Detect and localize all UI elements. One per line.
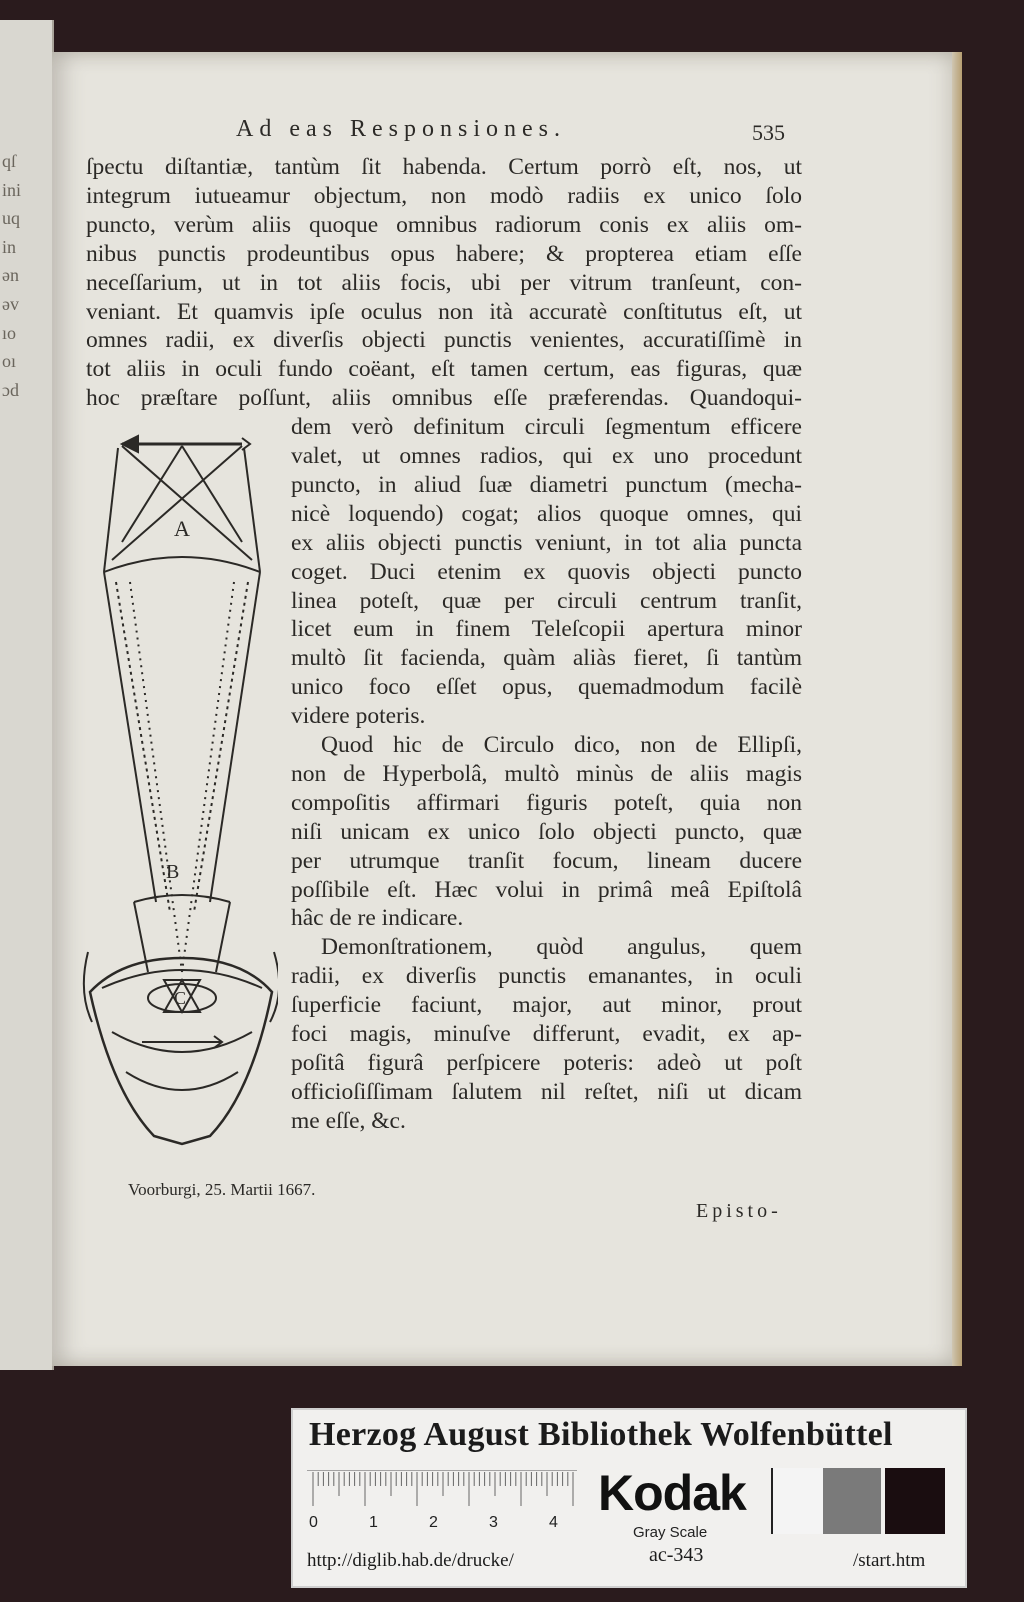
margin-fragment: in: [2, 236, 17, 257]
margin-fragment: əv: [2, 294, 19, 314]
ruler-number: 0: [309, 1514, 318, 1531]
text-line: Demonſtrationem, quòd angulus, quem: [321, 934, 802, 961]
figure-label-c: C: [174, 988, 187, 1008]
text-line: veniant. Et quamvis ipſe oculus non ità accuratè conſtitutus eſt, ut: [86, 298, 802, 325]
text-line: ſuperficie faciunt, major, aut minor, prout: [291, 992, 802, 1019]
margin-fragment: ɔd: [2, 379, 19, 400]
url-left: http://diglib.hab.de/drucke/: [307, 1550, 514, 1571]
margin-fragment: uq: [2, 208, 20, 229]
margin-fragment: qſ: [2, 151, 17, 171]
page-edge: [952, 52, 962, 1366]
swatch-white: [771, 1468, 823, 1534]
adjacent-page-edge: [0, 20, 54, 1370]
running-head: Ad eas Responsiones.: [236, 116, 566, 142]
text-line: nicè loquendo) cogat; alios quoque omnes, qui: [291, 500, 802, 527]
shelf-code: ac-343: [649, 1544, 704, 1566]
text-line: compoſitis affirmari figuris poteſt, quia non: [291, 789, 802, 816]
text-line: officioſiſſimam ſalutem nil reſtet, niſi ut dicam: [291, 1078, 802, 1105]
margin-fragment: ıo: [2, 322, 17, 343]
text-line: hoc præſtare poſſunt, aliis omnibus eſſe præferendas. Quandoqui-: [86, 385, 802, 412]
text-line: multò ſit facienda, quàm aliàs fieret, ſi tantùm: [291, 645, 802, 672]
text-line: licet eum in finem Teleſcopii apertura minor: [291, 616, 802, 643]
text-line: foci magis, minuſve differunt, evadit, ex ap-: [291, 1021, 802, 1047]
text-line: me eſſe, &c.: [291, 1107, 406, 1134]
text-line: per utrumque tranſit focum, lineam ducere: [291, 847, 802, 874]
swatch-gray: [823, 1468, 881, 1534]
margin-fragment: ən: [2, 265, 19, 286]
signature-line: Voorburgi, 25. Martii 1667.: [128, 1180, 316, 1199]
text-line: linea poteſt, quæ per circuli centrum tranſit,: [291, 587, 802, 614]
text-line: puncto, verùm aliis quoque omnibus radiorum conis ex aliis om-: [86, 211, 802, 238]
text-line: dem verò definitum circuli ſegmentum efficere: [291, 414, 802, 441]
ruler-number: 4: [549, 1514, 558, 1531]
text-line: poſſibile eſt. Hæc volui in primâ meâ Epiſtolâ: [291, 876, 802, 903]
margin-fragment: oı: [2, 351, 17, 372]
ruler-number: 3: [489, 1514, 498, 1531]
ruler-scale: [307, 1470, 577, 1510]
library-title: Herzog August Bibliothek Wolfenbüttel: [309, 1416, 893, 1453]
text-line: ex aliis objecti punctis veniunt, in tot alia puncta: [291, 529, 802, 556]
catchword: Episto-: [696, 1200, 782, 1222]
text-line: puncto, in aliud ſuæ diametri punctum (mecha-: [291, 471, 802, 498]
text-line: omnes radii, ex diverſis objecti punctis venientes, accuratiſſimè in: [86, 327, 802, 354]
eye-ray-diagram: [82, 432, 278, 1162]
text-line: Quod hic de Circulo dico, non de Ellipſi,: [321, 732, 802, 758]
text-line: non de Hyperbolâ, multò minùs de aliis magis: [291, 760, 802, 787]
url-right: /start.htm: [853, 1550, 926, 1571]
text-line: radii, ex diverſis punctis emanantes, in oculi: [291, 963, 802, 990]
page-number: 535: [752, 120, 785, 145]
figure-label-b: B: [166, 861, 180, 883]
text-line: videre poteris.: [291, 703, 426, 730]
text-line: neceſſarium, ut in tot aliis focis, ubi per vitrum tranſeunt, con-: [86, 269, 802, 296]
ruler-number: 2: [429, 1514, 438, 1531]
text-line: integrum iutueamur objectum, non modò radiis ex unico ſolo: [86, 182, 802, 209]
text-line: unico foco eſſet opus, quemadmodum facilè: [291, 674, 802, 701]
text-line: niſi unicam ex unico ſolo objecti puncto, quæ: [291, 818, 802, 845]
kodak-logo: Kodak: [598, 1465, 746, 1521]
text-line: hâc de re indicare.: [291, 905, 464, 932]
text-line: valet, ut omnes radios, qui ex uno procedunt: [291, 443, 802, 469]
gray-scale-label: Gray Scale: [633, 1524, 708, 1541]
figure-label-a: A: [174, 516, 190, 541]
margin-fragment: ini: [2, 179, 22, 200]
text-line: nibus punctis prodeuntibus opus habere; & propterea etiam eſſe: [86, 240, 802, 267]
text-line: tot aliis in oculi fundo coëant, eſt tamen certum, eas figuras, quæ: [86, 356, 802, 383]
library-color-card: [291, 1408, 967, 1588]
swatch-black: [885, 1468, 945, 1534]
ruler-number: 1: [369, 1514, 378, 1531]
text-line: poſitâ figurâ perſpicere poteris: adeò ut poſt: [291, 1049, 802, 1076]
text-line: ſpectu diſtantiæ, tantùm ſit habenda. Certum porrò eſt, nos, ut: [86, 154, 802, 180]
text-line: coget. Duci etenim ex quovis objecti puncto: [291, 558, 802, 585]
